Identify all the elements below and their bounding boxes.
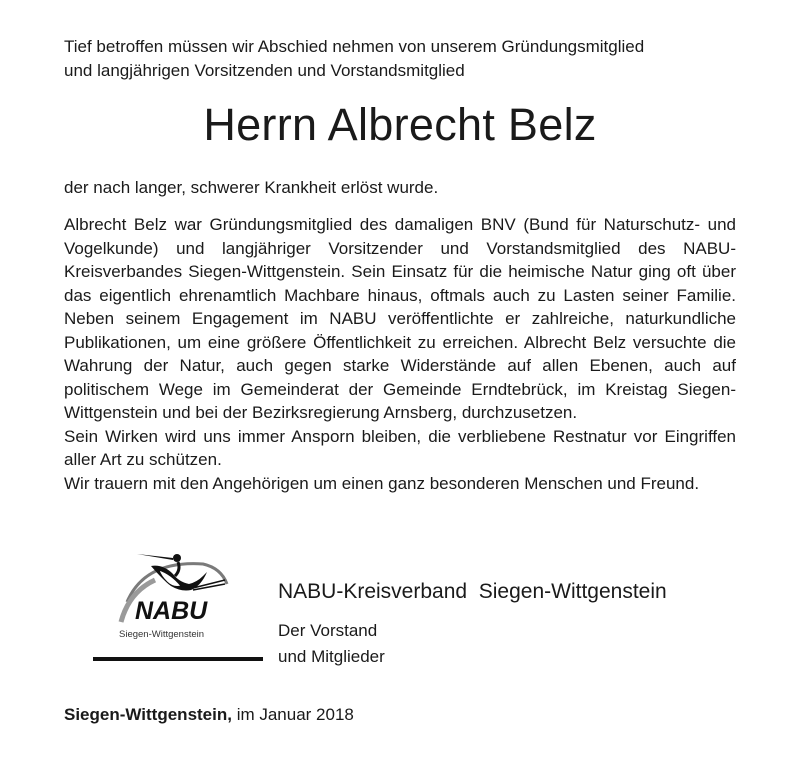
nabu-logo bbox=[93, 540, 263, 662]
subtitle: der nach langer, schwerer Krankheit erlöst wurde. bbox=[64, 178, 439, 197]
logo-region: Siegen-Wittgenstein bbox=[119, 629, 205, 640]
organization-name: NABU-Kreisverband Siegen-Wittgenstein bbox=[278, 580, 667, 603]
footer-date: im Januar 2018 bbox=[231, 705, 354, 724]
place-date bbox=[64, 703, 354, 726]
paragraph-tribute: Albrecht Belz war Gründungsmitglied des damaligen BNV (Bund für Naturschutz- und Vogelkunde) und langjähriger Vorsitzender und Vorstandsmitglied des NABU-Kreisverbandes Siegen-Wittgenstein. Sein Einsatz für die heimische Natur ging oft über das eigentlich ehrenamtlich Machbare hinaus, oftmals auch zu Lasten seiner Familie. Neben seinem Engagement im NABU veröffentlichte er zahlreiche, naturkundliche Publikationen, um eine größere Öffentlichkeit zu erreichen. Albrecht Belz versuchte die Wahrung der Natur, auch gegen starke Widerstände auf allen Ebenen, auch auf politischem Wege im Gemeinderat der Gemeinde Erndtebrück, im Kreistag Siegen-Wittgenstein und bei der Bezirksregierung Arnsberg, durchzusetzen. bbox=[64, 215, 736, 422]
logo-title: NABU bbox=[135, 597, 208, 625]
deceased-name: Herrn Albrecht Belz bbox=[203, 99, 597, 150]
obituary-body bbox=[64, 213, 736, 495]
footer-place: Siegen-Wittgenstein, bbox=[64, 705, 232, 724]
intro-text bbox=[64, 35, 736, 82]
stork-icon bbox=[93, 540, 263, 662]
intro-line-1: Tief betroffen müssen wir Abschied nehmen von unserem Gründungsmitglied bbox=[64, 37, 645, 56]
signature-board: Der Vorstand bbox=[278, 621, 378, 640]
intro-line-2: und langjährigen Vorsitzenden und Vorstandsmitglied bbox=[64, 60, 465, 80]
signature-members: und Mitglieder bbox=[278, 647, 385, 666]
paragraph-legacy: Sein Wirken wird uns immer Ansporn bleiben, die verbliebene Restnatur vor Eingriffen aller Art zu schützen. bbox=[64, 426, 736, 469]
paragraph-mourning: Wir trauern mit den Angehörigen um einen ganz besonderen Menschen und Freund. bbox=[64, 473, 700, 493]
